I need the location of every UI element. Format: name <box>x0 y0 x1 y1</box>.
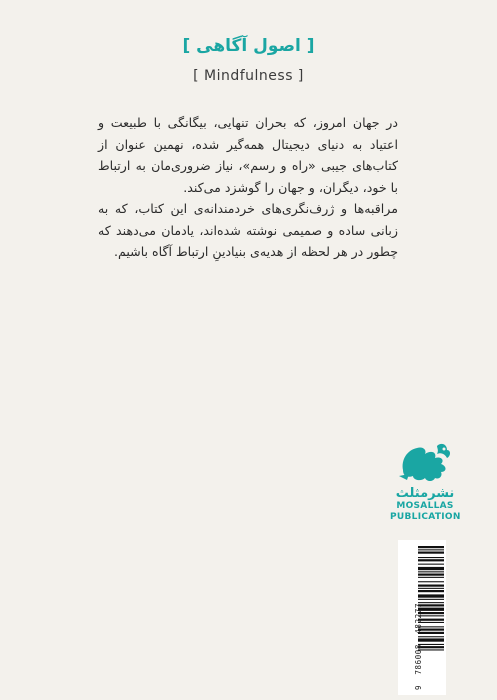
barcode-bar <box>418 577 444 578</box>
barcode-bar <box>418 590 444 592</box>
barcode-bar <box>418 571 444 572</box>
barcode-bar <box>418 564 444 565</box>
barcode-bar <box>418 581 444 582</box>
barcode-bar <box>418 574 444 576</box>
barcode <box>398 540 446 695</box>
book-subtitle: [ Mindfulness ] <box>193 68 304 84</box>
publisher-logo <box>390 440 460 540</box>
publisher-name-en-2: PUBLICATION <box>390 512 461 522</box>
barcode-bar <box>418 549 444 550</box>
barcode-bar <box>418 567 444 570</box>
barcode-bar <box>418 588 444 589</box>
publisher-name-fa: نشرمثلث <box>395 486 455 501</box>
barcode-bar <box>418 559 444 561</box>
barcode-bar <box>418 552 444 554</box>
barcode-bar <box>418 585 444 587</box>
blurb-paragraph: در جهان امروز، که بحران تنهایی، بیگانگی با طبیعت و اعتیاد به دنیای دیجیتال همه‌گیر شده، نهمین عنوان از کتاب‌های جیبی «راه و رسم»، نیاز ضروری‌مان به ارتباط با خود، دیگران، و جهان را گوشزد می‌کند. <box>98 115 398 195</box>
barcode-bar <box>418 599 444 600</box>
barcode-bar <box>418 546 444 548</box>
barcode-bar <box>418 594 444 597</box>
publisher-name-en-1: MOSALLAS <box>396 501 454 511</box>
barcode-number: 9 786008 482277 <box>414 603 423 690</box>
blurb <box>98 112 398 263</box>
barcode-bar <box>418 557 444 558</box>
lion-icon <box>397 440 453 484</box>
blurb-paragraph: مراقبه‌ها و ژرف‌نگری‌های خردمندانه‌ی این کتاب، که به زبانی ساده و صمیمی نوشته شده‌اند، یادمان می‌دهند که چطور در هر لحظه از هدیه‌ی بنیادینِ ارتباط آگاه باشیم. <box>98 201 398 259</box>
book-title: [ اصول آگاهی ] <box>182 36 315 56</box>
